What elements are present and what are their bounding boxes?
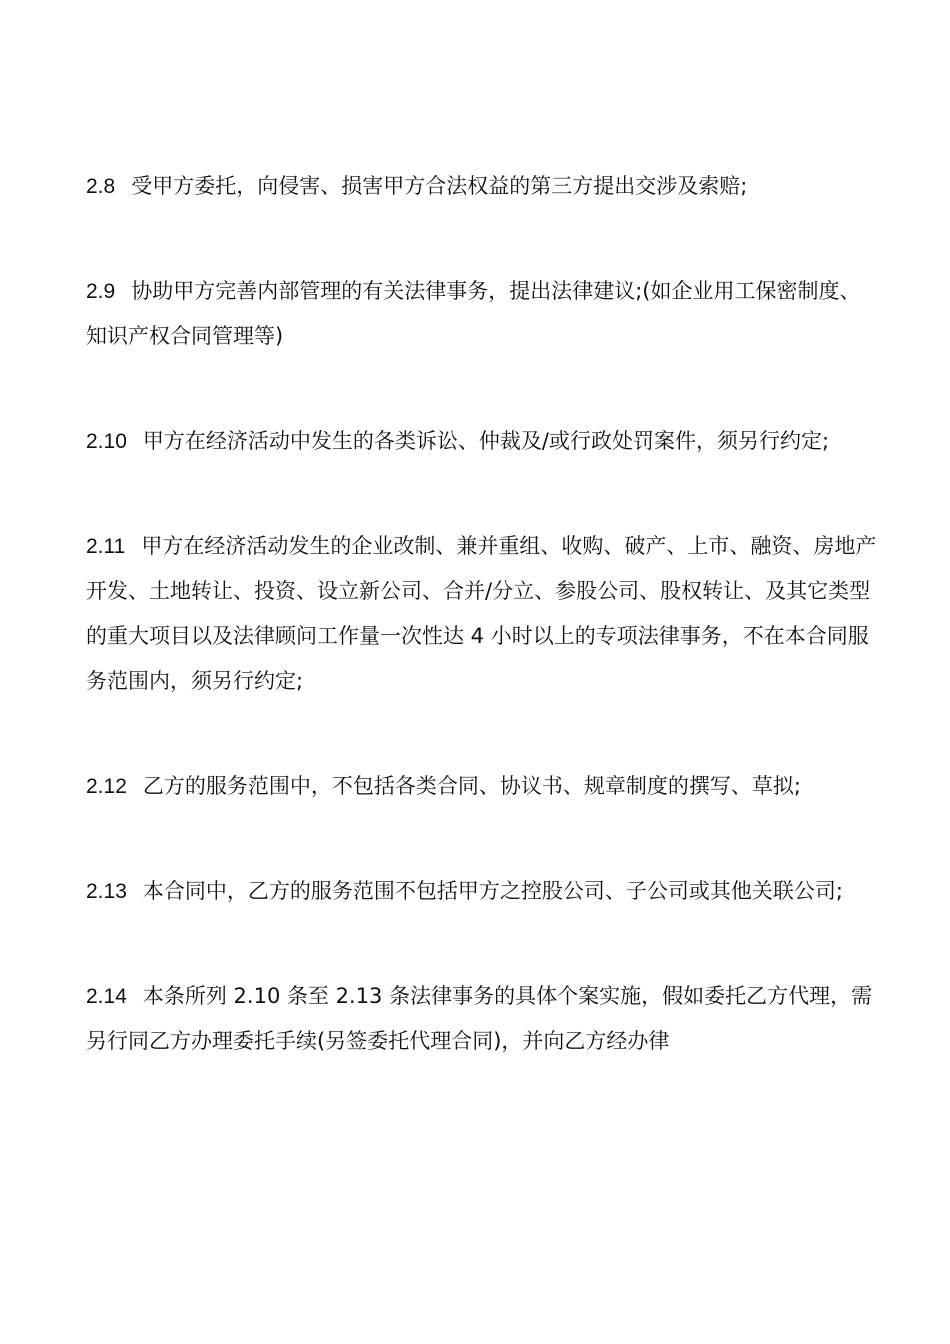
clause-text: 受甲方委托，向侵害、损害甲方合法权益的第三方提出交涉及索赔;: [131, 174, 748, 198]
clause-number: 2.13: [86, 880, 127, 903]
clause-2-10: [86, 419, 878, 464]
document-body: [86, 164, 878, 1124]
clause-number: 2.8: [86, 175, 116, 198]
clause-2-13: [86, 869, 878, 914]
clause-number: 2.14: [86, 985, 127, 1008]
clause-2-11: [86, 524, 878, 704]
clause-text: 甲方在经济活动中发生的各类诉讼、仲裁及/或行政处罚案件，须另行约定;: [142, 429, 830, 453]
clause-text: 甲方在经济活动发生的企业改制、兼并重组、收购、破产、上市、融资、房地产开发、土地转让、投资、设立新公司、合并/分立、参股公司、股权转让、及其它类型的重大项目以及法律顾问工作量一次性达 4 小时以上的专项法律事务，不在本合同服务范围内，须另行约定;: [86, 534, 877, 693]
clause-text: 本合同中，乙方的服务范围不包括甲方之控股公司、子公司或其他关联公司;: [142, 879, 843, 903]
clause-2-8: [86, 164, 878, 209]
clause-2-14: [86, 974, 878, 1064]
clause-text: 乙方的服务范围中，不包括各类合同、协议书、规章制度的撰写、草拟;: [142, 774, 801, 798]
clause-number: 2.11: [86, 535, 126, 558]
clause-2-9: [86, 269, 878, 359]
clause-number: 2.9: [86, 280, 116, 303]
clause-text: 本条所列 2.10 条至 2.13 条法律事务的具体个案实施，假如委托乙方代理，需另行同乙方办理委托手续(另签委托代理合同)，并向乙方经办律: [86, 984, 873, 1053]
clause-text: 协助甲方完善内部管理的有关法律事务，提出法律建议;(如企业用工保密制度、知识产权合同管理等): [86, 279, 861, 348]
clause-number: 2.12: [86, 775, 127, 798]
clause-2-12: [86, 764, 878, 809]
clause-number: 2.10: [86, 430, 127, 453]
